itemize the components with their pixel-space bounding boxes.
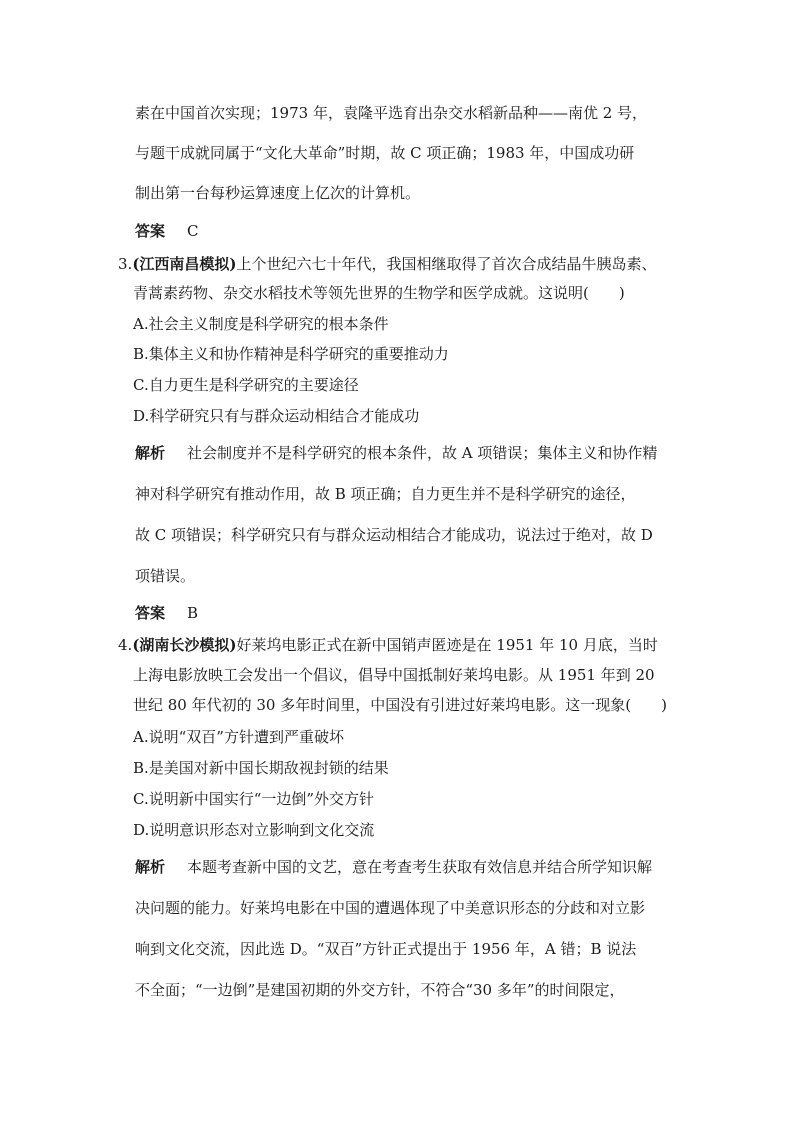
option-d: D.科学研究只有与群众运动相结合才能成功 [133, 407, 420, 425]
question-stem-text: 上个世纪六七十年代，我国相继取得了首次合成结晶牛胰岛素、 [236, 255, 657, 273]
option-b: B.是美国对新中国长期敌视封锁的结果 [133, 759, 389, 777]
analysis-label: 解析 [135, 858, 166, 876]
analysis-line: 故 C 项错误；科学研究只有与群众运动相结合才能成功，说法过于绝对，故 D [135, 526, 653, 544]
option-d: D.说明意识形态对立影响到文化交流 [133, 821, 375, 839]
analysis-line: 不全面；“一边倒”是建国初期的外交方针，不符合“30 多年”的时间限定， [135, 981, 625, 999]
option-b: B.集体主义和协作精神是科学研究的重要推动力 [133, 345, 449, 363]
explanation-line: 制出第一台每秒运算速度上亿次的计算机。 [135, 184, 421, 202]
analysis-line: 神对科学研究有推动作用，故 B 项正确；自力更生并不是科学研究的途径， [135, 485, 636, 503]
analysis-line: 响到文化交流，因此选 D。“双百”方针正式提出于 1956 年，A 错；B 说法 [135, 940, 637, 958]
option-a: A.社会主义制度是科学研究的根本条件 [133, 315, 389, 333]
analysis-label: 解析 [135, 444, 166, 462]
answer-value: C [187, 222, 199, 240]
answer-label: 答案 [135, 222, 166, 240]
question-stem-line: 青蒿素药物、杂交水稻技术等领先世界的生物学和医学成就。这说明( ) [133, 284, 625, 302]
question-number: 3. [118, 255, 133, 273]
question-stem-line: 世纪 80 年代初的 30 多年时间里，中国没有引进过好莱坞电影。这一现象( ) [133, 696, 667, 714]
option-a: A.说明“双百”方针遭到严重破坏 [133, 728, 344, 746]
question-source: (湖南长沙模拟) [132, 636, 237, 654]
question-stem-text: 好莱坞电影正式在新中国销声匿迹是在 1951 年 10 月底，当时 [236, 636, 658, 654]
answer-line [135, 603, 198, 623]
explanation-line: 素在中国首次实现；1973 年，袁隆平选育出杂交水稻新品种——南优 2 号， [135, 104, 648, 122]
answer-value: B [187, 604, 199, 622]
analysis-text: 本题考查新中国的文艺，意在考查考生获取有效信息并结合所学知识解 [187, 858, 653, 876]
question-source: (江西南昌模拟) [132, 255, 237, 273]
option-c: C.自力更生是科学研究的主要途径 [133, 376, 359, 394]
analysis-line: 项错误。 [135, 567, 196, 585]
question-stem-line: 上海电影放映工会发出一个倡议，倡导中国抵制好莱坞电影。从 1951 年到 20 [133, 666, 655, 684]
analysis-text: 社会制度并不是科学研究的根本条件，故 A 项错误；集体主义和协作精 [187, 444, 658, 462]
question-3-stem [118, 254, 657, 274]
answer-label: 答案 [135, 604, 166, 622]
question-number: 4. [118, 636, 133, 654]
analysis-line: 决问题的能力。好莱坞电影在中国的遭遇体现了中美意识形态的分歧和对立影 [135, 899, 646, 917]
question-4-stem [118, 635, 658, 655]
analysis-line [135, 443, 657, 463]
answer-line [135, 221, 199, 241]
explanation-line: 与题干成就同属于“文化大革命”时期，故 C 项正确；1983 年，中国成功研 [135, 144, 635, 162]
analysis-line [135, 857, 652, 877]
option-c: C.说明新中国实行“一边倒”外交方针 [133, 790, 375, 808]
